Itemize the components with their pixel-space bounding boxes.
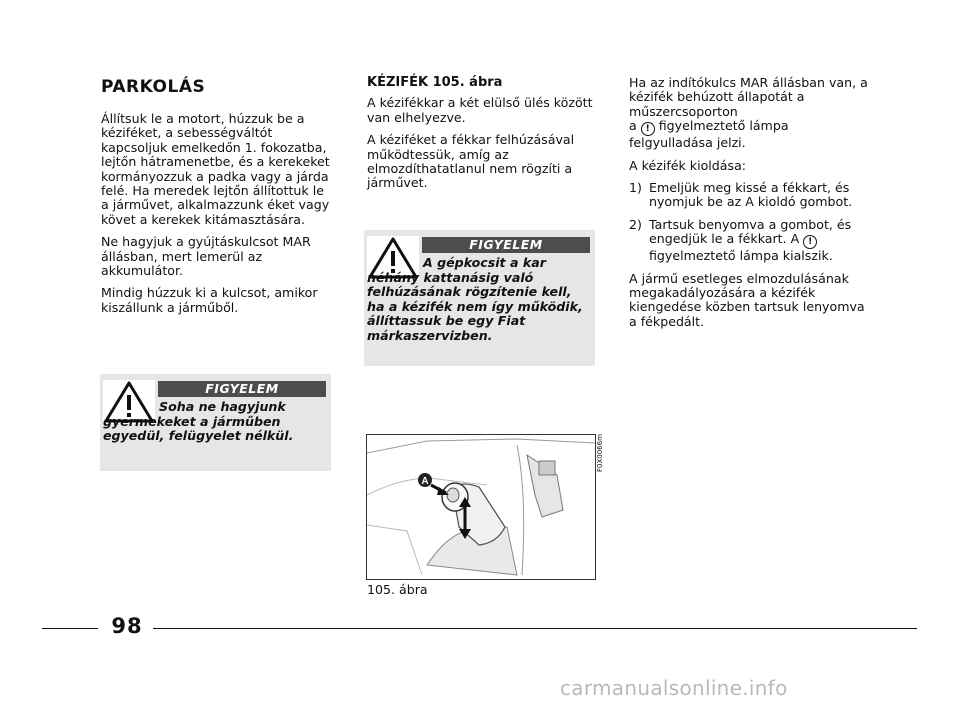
- paragraph: A kéziféket a fékkar felhúzásával működtessük, amíg az elmozdíthatatlanul nem rögzíti a járművet.: [367, 132, 575, 191]
- section-heading-parkolas: PARKOLÁS: [101, 77, 206, 97]
- column-middle: [367, 76, 595, 199]
- paragraph: [629, 76, 869, 151]
- text-span: a: [629, 118, 637, 134]
- paragraph: Állítsuk le a motort, húzzuk be a kéziféket, a sebességváltót kapcsoljuk emelkedőn 1. fokozatba, lejtőn hátramenetbe, és a kerekeket kormányozzuk a padka vagy a járda felé. Ha meredek lejtőn állítottuk le a járművet, alkalmazzunk éket vagy követ a kerekek kitámasztására.: [101, 111, 330, 227]
- figure-handbrake: [366, 434, 596, 580]
- section-heading-kezifek: KÉZIFÉK 105. ábra: [367, 75, 503, 90]
- warning-text: A gépkocsit a kar néhány kattanásig való felhúzásának rögzítenie kell, ha a kézifék nem így működik, állíttassuk be egy Fiat márkaszervizben.: [367, 255, 583, 343]
- list-number: 1): [629, 180, 642, 196]
- warning-box-children: [100, 374, 331, 471]
- handbrake-illustration: [367, 435, 595, 579]
- paragraph: A kézifék kioldása:: [629, 157, 747, 173]
- page-number: 98: [111, 614, 143, 638]
- warning-text: Soha ne hagyjunk gyermekeket a járműben egyedül, felügyelet nélkül.: [103, 399, 294, 444]
- paragraph: A jármű esetleges elmozdulásának megakadályozására a kézifék kiengedése közben tartsuk lenyomva a fékpedált.: [629, 270, 865, 329]
- list-item: [629, 181, 869, 210]
- watermark: carmanualsonline.info: [560, 676, 788, 700]
- list-item: [629, 218, 869, 264]
- figure-code: F0X0066m: [596, 434, 604, 472]
- list-number: 2): [629, 216, 642, 232]
- text-span: figyelmeztető lámpa felgyulladása jelzi.: [629, 118, 789, 151]
- footer-rule-right: [153, 628, 917, 629]
- warning-title: FIGYELEM: [158, 381, 326, 397]
- list-text: figyelmeztető lámpa kialszik.: [649, 248, 833, 264]
- handbrake-warning-lamp-icon: !: [641, 122, 655, 136]
- list-text: Tartsuk benyomva a gombot, és engedjük le a fékkart. A: [649, 216, 852, 247]
- warning-box-handbrake: [364, 230, 595, 366]
- label-a: A: [421, 476, 429, 487]
- release-steps-list: [629, 181, 869, 264]
- column-left: [101, 76, 333, 323]
- handbrake-warning-lamp-icon: !: [803, 235, 817, 249]
- footer-rule-left: [42, 628, 98, 629]
- column-right: [629, 76, 869, 337]
- paragraph: A kézifékkar a két elülső ülés között van elhelyezve.: [367, 95, 593, 125]
- paragraph: Ne hagyjuk a gyújtáskulcsot MAR állásban, mert lemerül az akkumulátor.: [101, 234, 311, 279]
- figure-caption: 105. ábra: [367, 582, 428, 597]
- warning-title: FIGYELEM: [422, 237, 590, 253]
- list-text: Emeljük meg kissé a fékkart, és nyomjuk be az A kioldó gombot.: [649, 180, 853, 210]
- paragraph: Mindig húzzuk ki a kulcsot, amikor kiszállunk a járműből.: [101, 285, 318, 315]
- text-span: Ha az indítókulcs MAR állásban van, a kézifék behúzott állapotát a műszercsoporton: [629, 75, 868, 119]
